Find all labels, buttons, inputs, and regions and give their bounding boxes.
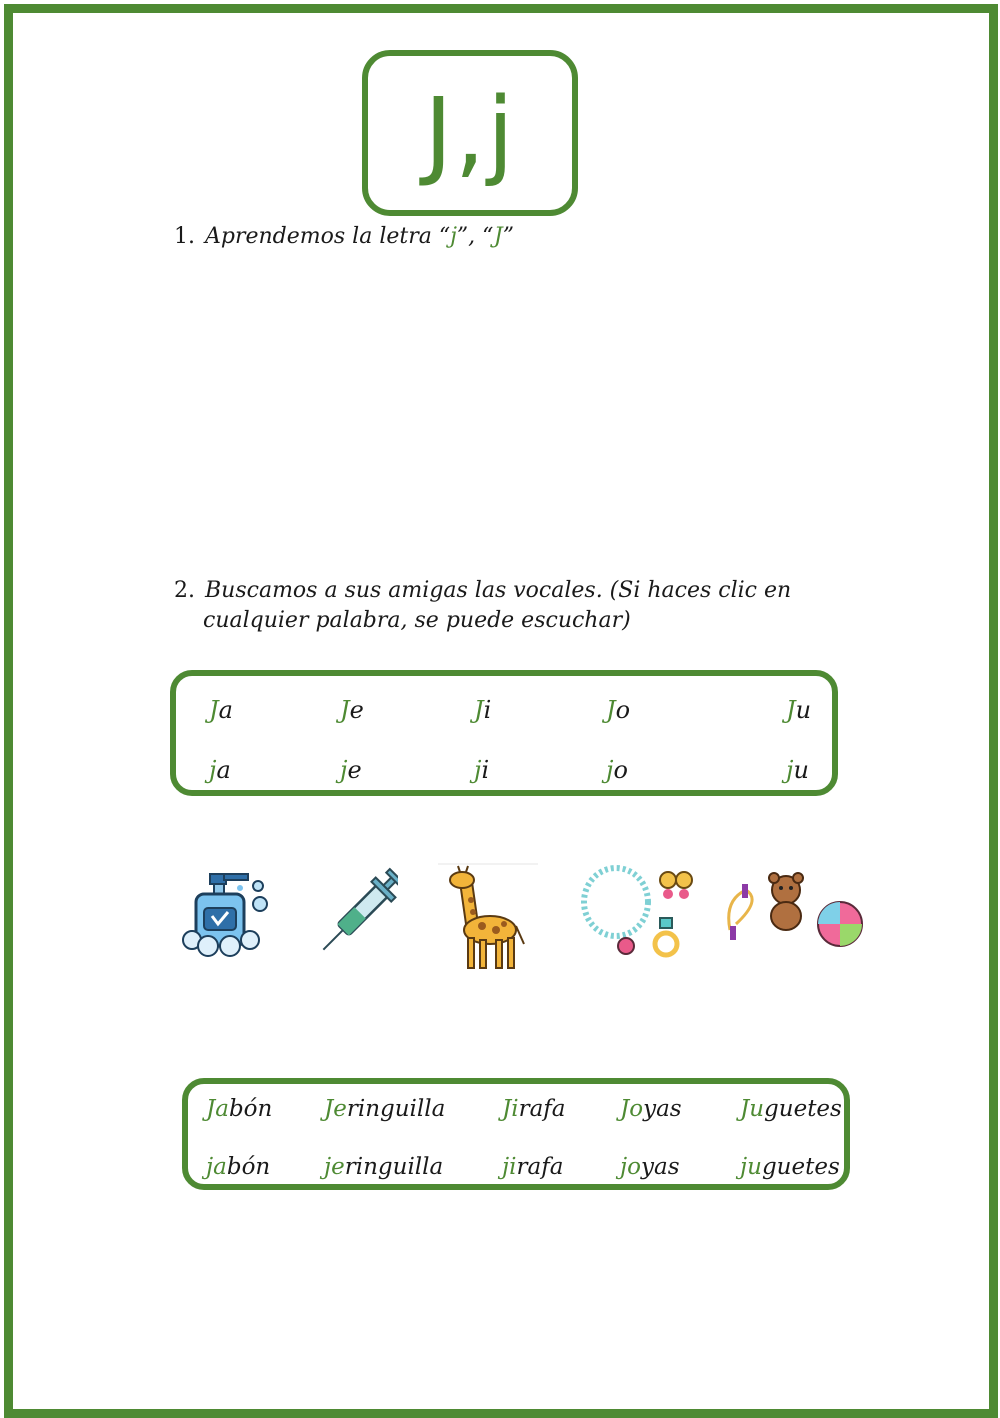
toys-icon[interactable]	[722, 860, 867, 970]
word-jirafa-lower[interactable]: jirafa	[502, 1154, 564, 1180]
letter-title-card	[362, 50, 578, 216]
syllable-ji-upper[interactable]: Ji	[474, 696, 492, 724]
syllable-box	[170, 670, 838, 796]
word-jabon-lower[interactable]: jabón	[206, 1154, 271, 1180]
syringe-icon[interactable]	[318, 860, 398, 970]
syllable-ju-upper[interactable]: Ju	[786, 696, 812, 724]
word-joyas-upper[interactable]: Joyas	[620, 1096, 682, 1122]
syllable-je-lower[interactable]: je	[340, 756, 362, 784]
word-juguetes-lower[interactable]: juguetes	[740, 1154, 840, 1180]
letter-title: J,j	[424, 77, 516, 189]
word-jirafa-upper[interactable]: Jirafa	[502, 1096, 566, 1122]
instruction-1: 1. Aprendemos la letra “j”, “J”	[174, 224, 514, 249]
soap-icon[interactable]	[178, 860, 273, 970]
picture-row	[170, 860, 870, 980]
instruction-2: 2. Buscamos a sus amigas las vocales. (Si haces clic en cualquier palabra, se puede escuchar)	[174, 578, 792, 633]
jewelry-icon[interactable]	[580, 860, 700, 970]
syllable-ju-lower[interactable]: ju	[786, 756, 809, 784]
word-box	[182, 1078, 850, 1190]
word-jeringuilla-upper[interactable]: Jeringuilla	[324, 1096, 446, 1122]
syllable-ja-upper[interactable]: Ja	[209, 696, 233, 724]
syllable-jo-lower[interactable]: jo	[606, 756, 628, 784]
word-jabon-upper[interactable]: Jabón	[206, 1096, 273, 1122]
word-juguetes-upper[interactable]: Juguetes	[740, 1096, 842, 1122]
word-joyas-lower[interactable]: joyas	[620, 1154, 680, 1180]
syllable-je-upper[interactable]: Je	[340, 696, 364, 724]
giraffe-icon[interactable]	[438, 860, 538, 975]
syllable-ji-lower[interactable]: ji	[474, 756, 490, 784]
syllable-ja-lower[interactable]: ja	[209, 756, 231, 784]
word-jeringuilla-lower[interactable]: jeringuilla	[324, 1154, 444, 1180]
syllable-jo-upper[interactable]: Jo	[606, 696, 631, 724]
